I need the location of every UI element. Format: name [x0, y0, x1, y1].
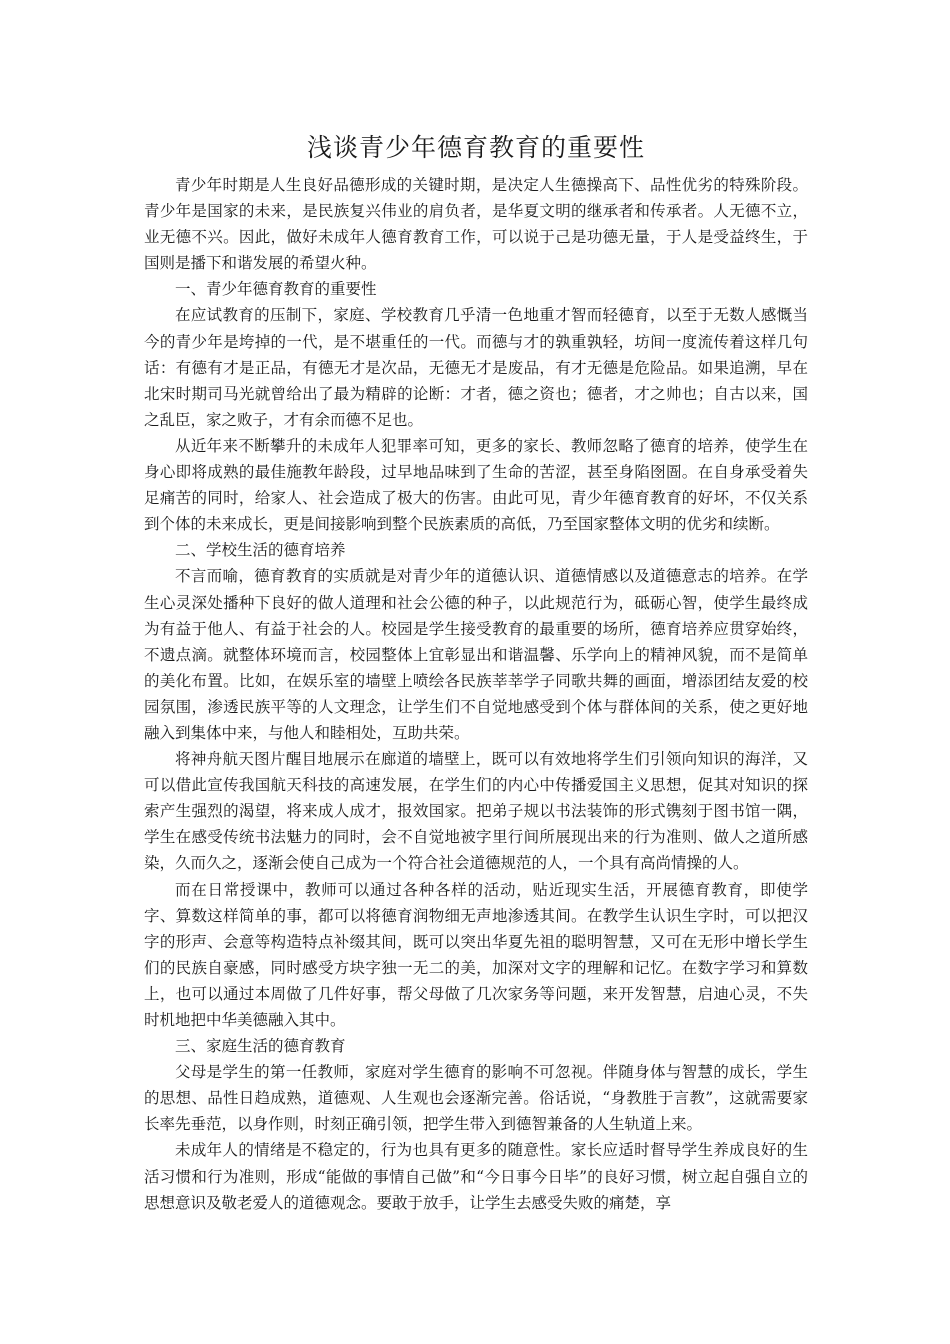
- section-1-paragraph-2: 从近年来不断攀升的未成年人犯罪率可知，更多的家长、教师忽略了德育的培养，使学生在身心即将成熟的最佳施教年龄段，过早地品味到了生命的苦涩，甚至身陷囹圄。在自身承受着失足痛苦的同时，给家人、社会造成了极大的伤害。由此可见，青少年德育教育的好坏，不仅关系到个体的未来成长，更是间接影响到整个民族素质的高低，乃至国家整体文明的优劣和续断。: [144, 436, 808, 534]
- section-heading-1: 一、青少年德育教育的重要性: [175, 280, 377, 299]
- document-page: [144, 128, 808, 1216]
- section-2-paragraph-1: 不言而喻，德育教育的实质就是对青少年的道德认识、道德情感以及道德意志的培养。在学生心灵深处播种下良好的做人道理和社会公德的种子，以此规范行为，砥砺心智，使学生最终成为有益于他人、有益于社会的人。校园是学生接受教育的最重要的场所，德育培养应贯穿始终，不遗点滴。就整体环境而言，校园整体上宜彰显出和谐温馨、乐学向上的精神风貌，而不是简单的美化布置。比如，在娱乐室的墙壁上喷绘各民族莘莘学子同歌共舞的画面，增添团结友爱的校园氛围，渗透民族平等的人文理念，让学生们不自觉地感受到个体与群体间的关系，使之更好地融入到集体中来，与他人和睦相处，互助共荣。: [144, 567, 808, 742]
- section-heading-3: 三、家庭生活的德育教育: [175, 1037, 346, 1056]
- section-3-paragraph-1: 父母是学生的第一任教师，家庭对学生德育的影响不可忽视。伴随身体与智慧的成长，学生的思想、品性日趋成熟，道德观、人生观也会逐渐完善。俗话说，“身教胜于言教”，这就需要家长率先垂范，以身作则，时刻正确引领，把学生带入到德智兼备的人生轨道上来。: [144, 1063, 808, 1134]
- document-title: 浅谈青少年德育教育的重要性: [306, 133, 645, 162]
- section-2-paragraph-3: 而在日常授课中，教师可以通过各种各样的活动，贴近现实生活，开展德育教育，即使学字、算数这样简单的事，都可以将德育润物细无声地渗透其间。在教学生认识生字时，可以把汉字的形声、会意等构造特点补缀其间，既可以突出华夏先祖的聪明智慧，又可在无形中增长学生们的民族自豪感，同时感受方块字独一无二的美，加深对文字的理解和记忆。在数字学习和算数上，也可以通过本周做了几件好事，帮父母做了几次家务等问题，来开发智慧，启迪心灵，不失时机地把中华美德融入其中。: [144, 880, 808, 1029]
- section-3-paragraph-2: 未成年人的情绪是不稳定的，行为也具有更多的随意性。家长应适时督导学生养成良好的生活习惯和行为准则，形成“能做的事情自己做”和“今日事今日毕”的良好习惯，树立起自强自立的思想意识及敬老爱人的道德观念。要敢于放手，让学生去感受失败的痛楚，享: [144, 1141, 808, 1212]
- section-heading-2: 二、学校生活的德育培养: [175, 541, 346, 560]
- intro-paragraph: 青少年时期是人生良好品德形成的关键时期，是决定人生德操高下、品性优劣的特殊阶段。青少年是国家的未来，是民族复兴伟业的肩负者，是华夏文明的继承者和传承者。人无德不立，业无德不兴。因此，做好未成年人德育教育工作，可以说于己是功德无量，于人是受益终生，于国则是播下和谐发展的希望火种。: [144, 176, 808, 273]
- section-1-paragraph-1: 在应试教育的压制下，家庭、学校教育几乎清一色地重才智而轻德育，以至于无数人感慨当今的青少年是垮掉的一代，是不堪重任的一代。而德与才的孰重孰轻，坊间一度流传着这样几句话：有德有才是正品，有德无才是次品，无德无才是废品，有才无德是危险品。如果追溯，早在北宋时期司马光就曾给出了最为精辟的论断：才者，德之资也；德者，才之帅也；自古以来，国之乱臣，家之败子，才有余而德不足也。: [144, 306, 808, 429]
- section-2-paragraph-2: 将神舟航天图片醒目地展示在廊道的墙壁上，既可以有效地将学生们引领向知识的海洋，又可以借此宣传我国航天科技的高速发展，在学生们的内心中传播爱国主义思想，促其对知识的探索产生强烈的渴望，将来成人成才，报效国家。把弟子规以书法装饰的形式镌刻于图书馆一隅，学生在感受传统书法魅力的同时，会不自觉地被字里行间所展现出来的行为准则、做人之道所感染，久而久之，逐渐会使自己成为一个符合社会道德规范的人，一个具有高尚情操的人。: [144, 750, 808, 873]
